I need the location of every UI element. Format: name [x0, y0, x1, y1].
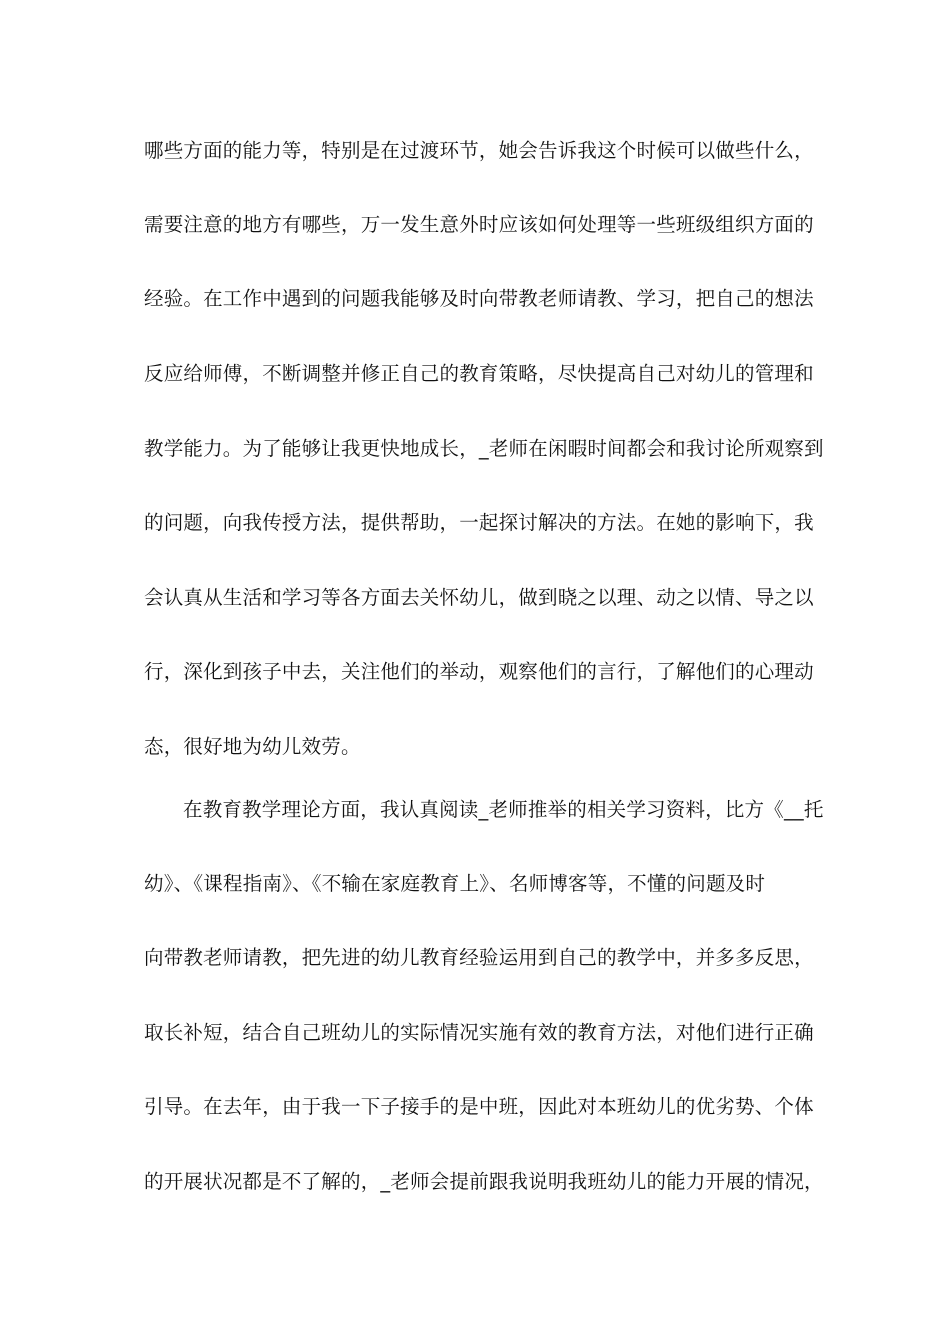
paragraph-line: 教学能力。为了能够让我更快地成长，_老师在闲暇时间都会和我讨论所观察到: [144, 437, 824, 460]
paragraph-line: 引导。在去年，由于我一下子接手的是中班，因此对本班幼儿的优劣势、个体: [144, 1095, 814, 1118]
paragraph-line: 向带教老师请教，把先进的幼儿教育经验运用到自己的教学中，并多多反思，: [144, 946, 814, 969]
paragraph-line: 需要注意的地方有哪些，万一发生意外时应该如何处理等一些班级组织方面的: [144, 213, 814, 236]
paragraph-line: 经验。在工作中遇到的问题我能够及时向带教老师请教、学习，把自己的想法: [144, 287, 814, 310]
paragraph-line: 幼》、《课程指南》、《不输在家庭教育上》、名师博客等，不懂的问题及时: [144, 872, 766, 895]
paragraph-line: 取长补短，结合自己班幼儿的实际情况实施有效的教育方法，对他们进行正确: [144, 1021, 814, 1044]
paragraph-line: 会认真从生活和学习等各方面去关怀幼儿，做到晓之以理、动之以情、导之以: [144, 586, 814, 609]
paragraph-line: 行，深化到孩子中去，关注他们的举动，观察他们的言行，了解他们的心理动: [144, 660, 814, 683]
paragraph-line: 态，很好地为幼儿效劳。: [144, 735, 361, 758]
paragraph-first-line: 在教育教学理论方面，我认真阅读_老师推举的相关学习资料，比方《__托: [183, 798, 824, 821]
paragraph-line: 反应给师傅，不断调整并修正自己的教育策略，尽快提高自己对幼儿的管理和: [144, 362, 814, 385]
paragraph-line: 的开展状况都是不了解的，_老师会提前跟我说明我班幼儿的能力开展的情况，: [144, 1170, 824, 1193]
paragraph-line: 的问题，向我传授方法，提供帮助，一起探讨解决的方法。在她的影响下，我: [144, 511, 814, 534]
paragraph-line: 哪些方面的能力等，特别是在过渡环节，她会告诉我这个时候可以做些什么，: [144, 139, 814, 162]
